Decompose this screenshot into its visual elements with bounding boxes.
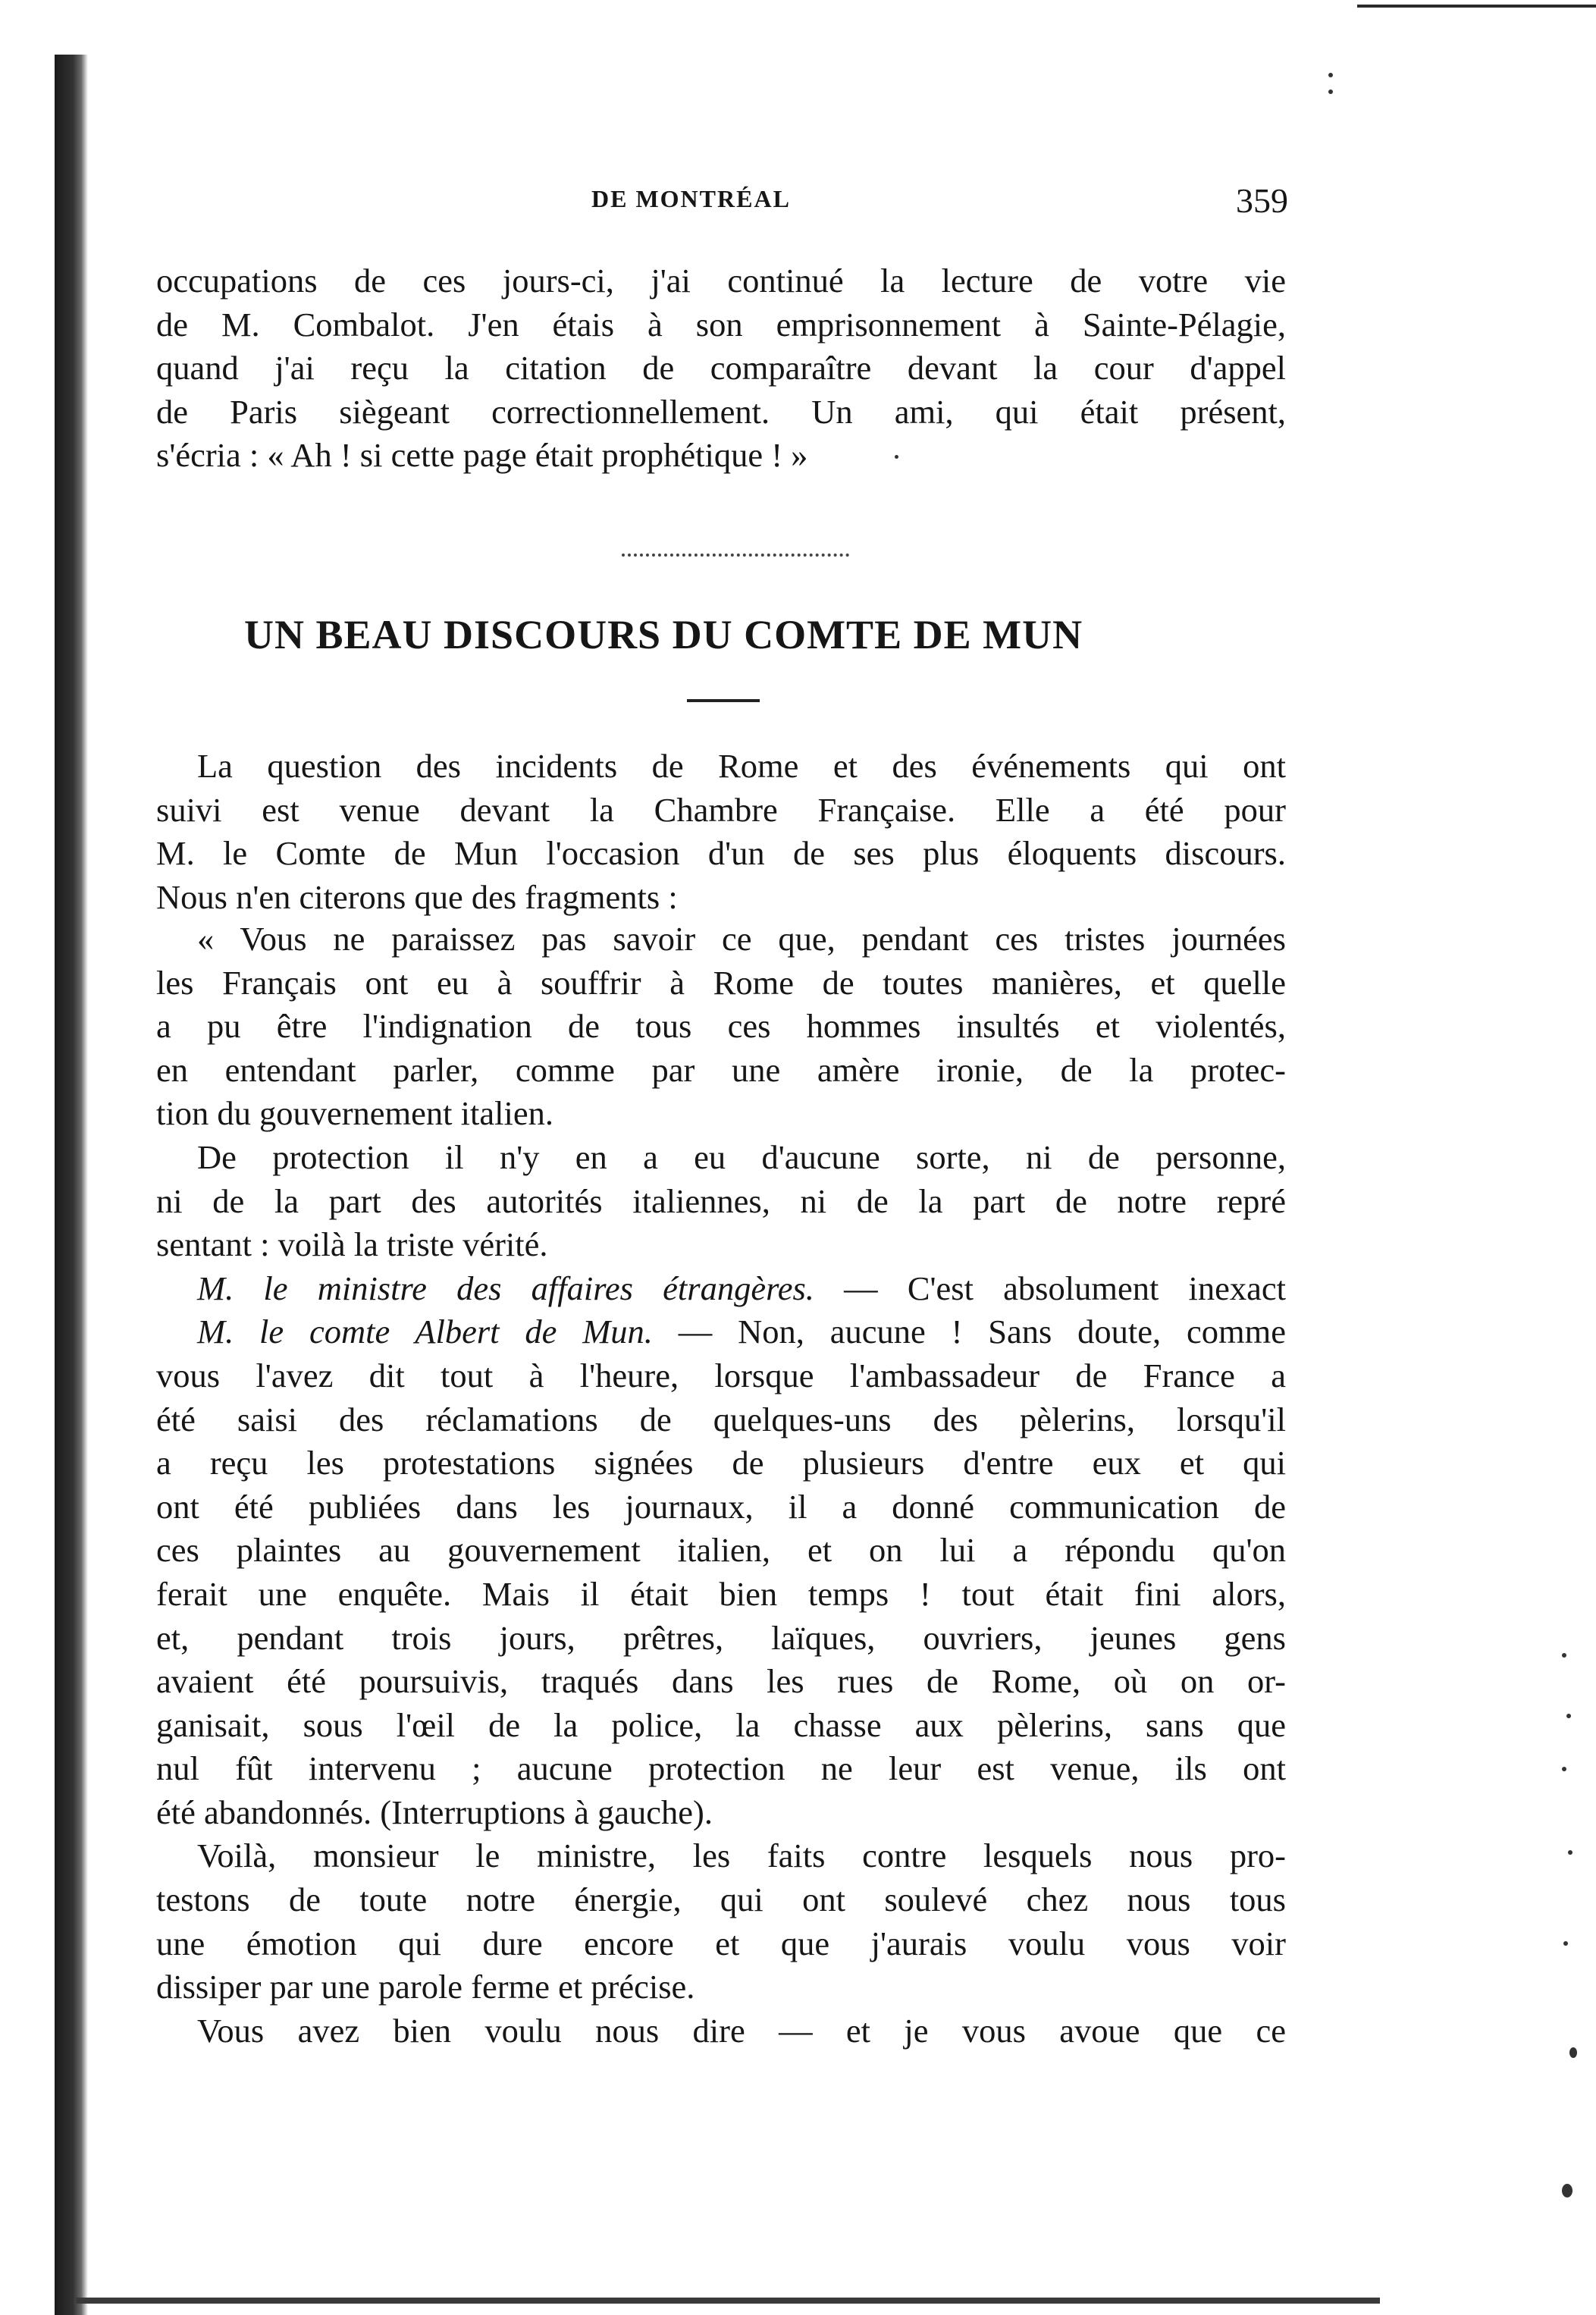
text-line: quand j'ai reçu la citation de comparaître devant la cour d'appel: [156, 349, 1286, 387]
text-line: de Paris siègeant correctionnellement. Un ami, qui était présent,: [156, 392, 1286, 431]
text-line: les Français ont eu à souffrir à Rome de toutes manières, et quelle: [156, 963, 1286, 1002]
text-line: ont été publiées dans les journaux, il a donné communication de: [156, 1487, 1286, 1526]
text-line: sentant : voilà la triste vérité.: [156, 1225, 548, 1264]
text-line: occupations de ces jours-ci, j'ai continué la lecture de votre vie: [156, 262, 1286, 300]
text-line: ferait une enquête. Mais il était bien temps ! tout était fini alors,: [156, 1574, 1286, 1613]
scan-speck: [1562, 2184, 1572, 2197]
title-rule: [687, 699, 760, 702]
text-line: suivi est venue devant la Chambre Française. Elle a été pour: [156, 790, 1286, 829]
text-line: ni de la part des autorités italiennes, ni de la part de notre repré: [156, 1181, 1286, 1220]
lead-paragraph: [156, 745, 1286, 919]
text-line: en entendant parler, comme par une amère ironie, de la protec-: [156, 1050, 1286, 1089]
interjection-text: — C'est absolument inexact: [814, 1269, 1286, 1307]
interjection-line: [156, 1267, 1286, 1311]
scan-speck: [1568, 1850, 1572, 1855]
scan-speck: [1566, 1714, 1571, 1718]
scan-speck: [1328, 73, 1333, 77]
text-line: une émotion qui dure encore et que j'aurais voulu vous voir: [156, 1924, 1286, 1962]
intro-paragraph: [156, 259, 1286, 478]
text-line: ces plaintes au gouvernement italien, et on lui a répondu qu'on: [156, 1531, 1286, 1570]
text-line: nul fût intervenu ; aucune protection ne leur est venue, ils ont: [156, 1749, 1286, 1788]
text-line: La question des incidents de Rome et des événements qui ont: [197, 747, 1286, 785]
speaker-name: M. le comte Albert de Mun.: [197, 1313, 653, 1351]
section-title: UN BEAU DISCOURS DU COMTE DE MUN: [244, 612, 1083, 657]
text-line: testons de toute notre énergie, qui ont soulevé chez nous tous: [156, 1881, 1286, 1919]
scan-speck: [1562, 1653, 1566, 1658]
scan-speck: [1328, 89, 1333, 94]
text-line: ganisait, sous l'œil de la police, la chasse aux pèlerins, sans que: [156, 1705, 1286, 1744]
page-edge-top: [1357, 5, 1596, 8]
text-line: Nous n'en citerons que des fragments :: [156, 877, 678, 916]
reply-first-line: [156, 1310, 1286, 1354]
page-edge-bottom: [76, 2298, 1380, 2304]
page-number: 359: [1236, 181, 1288, 220]
text-line: a reçu les protestations signées de plusieurs d'entre eux et qui: [156, 1444, 1286, 1482]
text-line: tion du gouvernement italien.: [156, 1094, 553, 1133]
binding-shadow: [55, 55, 88, 2315]
text-line: vous l'avez dit tout à l'heure, lorsque l'ambassadeur de France a: [156, 1356, 1286, 1394]
scan-speck: [1562, 1767, 1566, 1771]
text-line: été saisi des réclamations de quelques-uns des pèlerins, lorsqu'il: [156, 1400, 1286, 1438]
scan-speck: [1563, 1941, 1568, 1946]
scan-speck: [1569, 2047, 1577, 2058]
text-line: Voilà, monsieur le ministre, les faits contre lesquels nous pro-: [197, 1837, 1286, 1875]
text-line: a pu être l'indignation de tous ces hommes insultés et violentés,: [156, 1007, 1286, 1046]
dotted-separator: [622, 554, 849, 560]
text-line: de M. Combalot. J'en étais à son emprisonnement à Sainte-Pélagie,: [156, 305, 1286, 343]
reply-text: — Non, aucune ! Sans doute, comme: [652, 1313, 1287, 1351]
text-line: De protection il n'y en a eu d'aucune sorte, ni de personne,: [197, 1137, 1286, 1176]
running-header: DE MONTRÉAL: [591, 185, 791, 212]
text-line: M. le Comte de Mun l'occasion d'un de ses plus éloquents discours.: [156, 834, 1286, 873]
speaker-name: M. le ministre des affaires étrangères.: [197, 1269, 814, 1307]
text-line: dissiper par une parole ferme et précise.: [156, 1968, 695, 2006]
text-line: Vous avez bien voulu nous dire — et je vous avoue que ce: [197, 2011, 1286, 2050]
text-line: avaient été poursuivis, traqués dans les rues de Rome, où on or-: [156, 1662, 1286, 1701]
text-line: « Vous ne paraissez pas savoir ce que, pendant ces tristes journées: [197, 920, 1286, 958]
text-line: et, pendant trois jours, prêtres, laïques, ouvriers, jeunes gens: [156, 1618, 1286, 1657]
text-line: été abandonnés. (Interruptions à gauche).: [156, 1793, 713, 1831]
speech-quotation: [156, 918, 1286, 2053]
text-line: s'écria : « Ah ! si cette page était prophétique ! »: [156, 436, 808, 475]
